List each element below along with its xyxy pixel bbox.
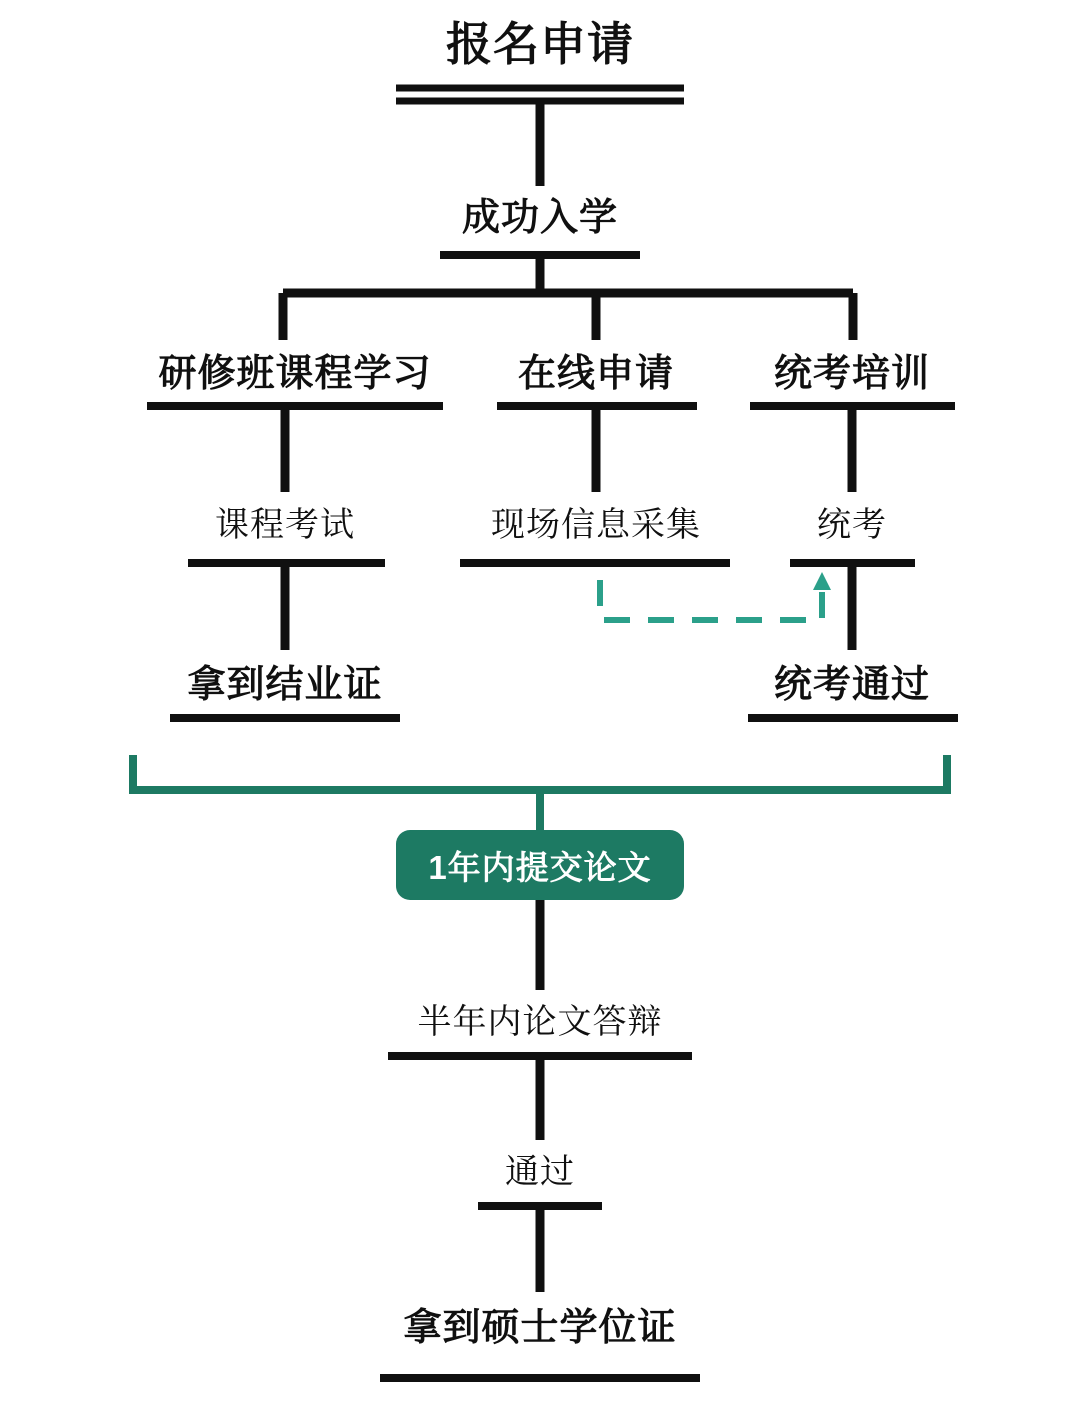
node-thesis-submit-label: 1年内提交论文 — [428, 848, 652, 886]
node-unified-exam-label: 统考 — [817, 506, 887, 544]
node-apply-label: 报名申请 — [446, 18, 634, 70]
node-enroll-label: 成功入学 — [461, 197, 618, 239]
node-thesis-submit — [396, 830, 684, 900]
node-exam-pass — [727, 653, 977, 708]
node-passed — [0, 1144, 1080, 1193]
node-exam-training — [727, 342, 977, 397]
node-master-degree-label: 拿到硕士学位证 — [403, 1307, 677, 1349]
node-onsite-info — [446, 497, 746, 546]
node-exam-training-label: 统考培训 — [773, 353, 930, 395]
node-thesis-defense-label: 半年内论文答辩 — [417, 1003, 663, 1041]
node-course-exam — [135, 497, 435, 546]
node-passed-label: 通过 — [505, 1153, 575, 1191]
node-thesis-defense — [0, 994, 1080, 1043]
node-enroll — [0, 186, 1080, 241]
node-course-study-label: 研修班课程学习 — [158, 353, 432, 395]
node-apply — [0, 8, 1080, 74]
node-unified-exam — [752, 497, 952, 546]
node-master-degree — [0, 1296, 1080, 1351]
node-certificate — [135, 653, 435, 708]
node-course-exam-label: 课程考试 — [215, 506, 355, 544]
node-online-apply — [446, 342, 746, 397]
node-course-study — [95, 342, 495, 397]
node-certificate-label: 拿到结业证 — [187, 664, 383, 706]
node-onsite-info-label: 现场信息采集 — [491, 506, 701, 544]
node-exam-pass-label: 统考通过 — [773, 664, 930, 706]
node-online-apply-label: 在线申请 — [517, 353, 674, 395]
